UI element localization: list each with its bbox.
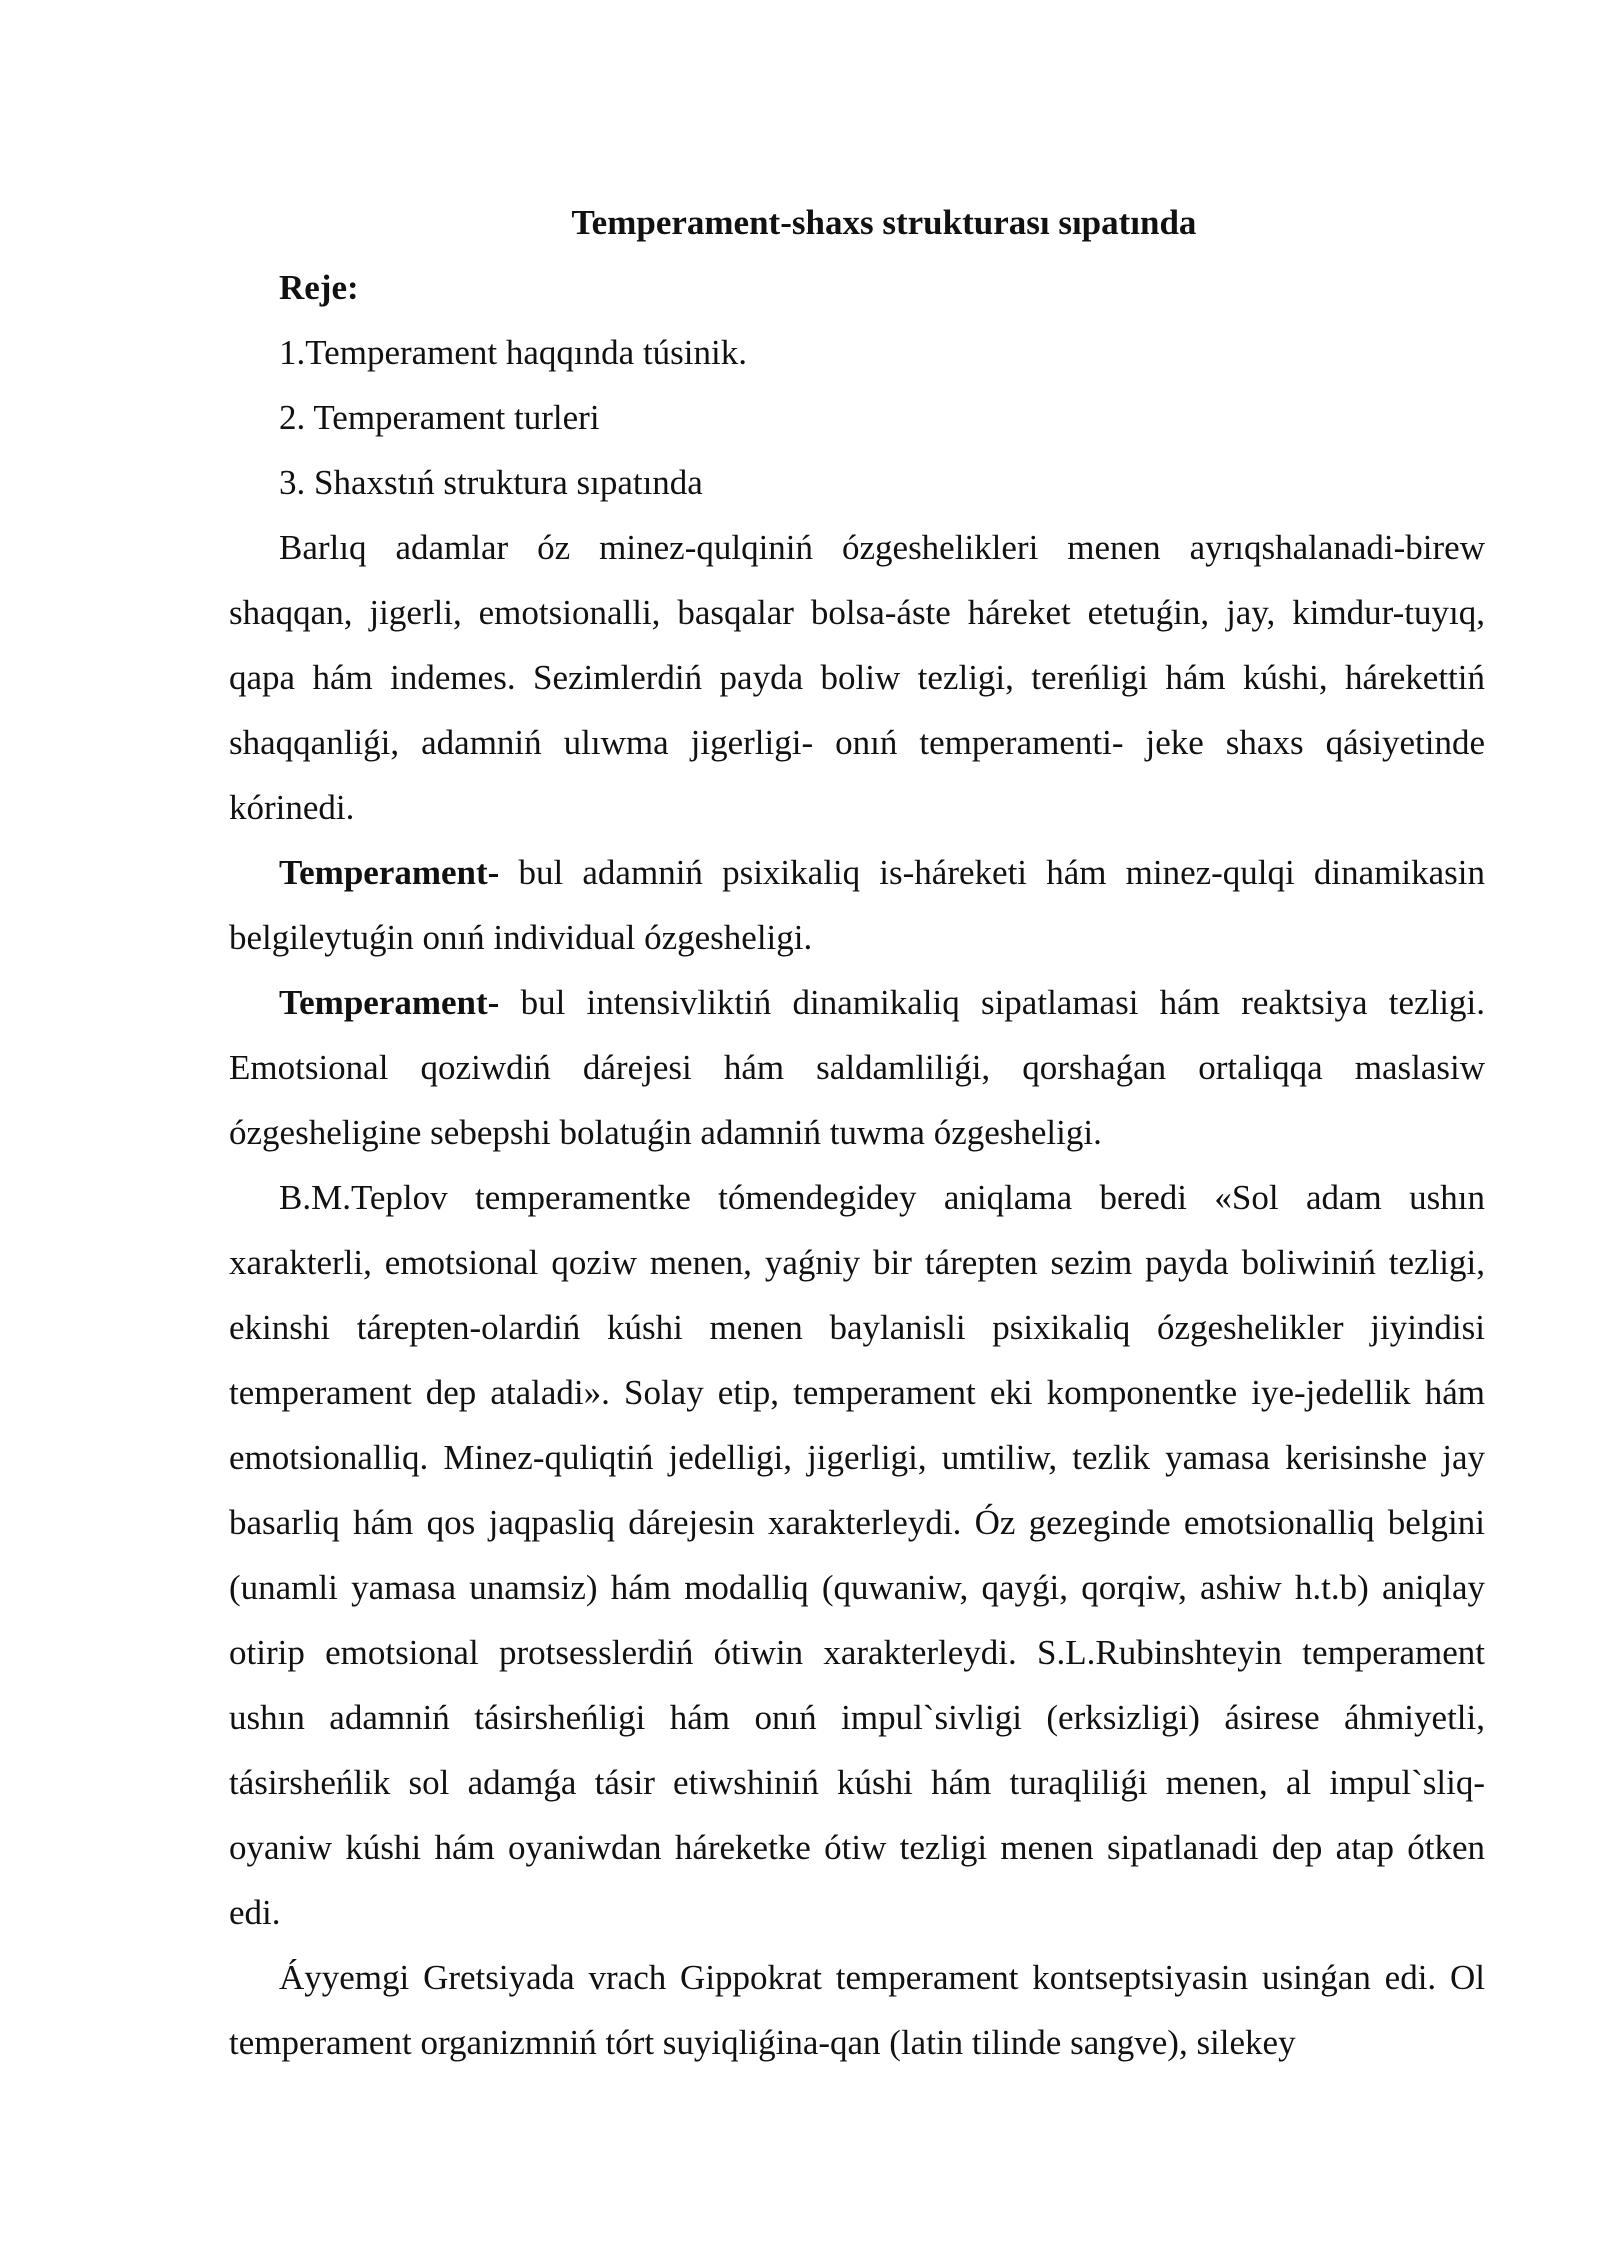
document-page [229, 190, 1485, 2075]
intro-paragraph: Barlıq adamlar óz minez-qulqiniń ózgeshelikleri menen ayrıqshalanadi-birew shaqqan, jigerli, emotsionalli, basqalar bolsa-áste háreket etetuǵin, jay, kimdur-tuyıq, qapa hám indemes. Sezimlerdiń payda boliw tezligi, tereńligi hám kúshi, hárekettiń shaqqanliǵi, adamniń ulıwma jigerligi- onıń temperamenti- jeke shaxs qásiyetinde kórinedi. [229, 528, 1485, 827]
plan-item-2: 2. Temperament turleri [279, 398, 600, 437]
plan-item-1: 1.Temperament haqqında túsinik. [279, 333, 747, 372]
hippocrates-paragraph: Áyyemgi Gretsiyada vrach Gippokrat temperament kontseptsiyasin usinǵan edi. Ol temperament organizmniń tórt suyiqliǵina-qan (latin tilinde sangve), silekey [229, 1958, 1485, 2062]
definition-term-1: Temperament- [279, 853, 500, 892]
definition-text-2: bul intensivliktiń dinamikaliq sipatlamasi hám reaktsiya tezligi. Emotsional qoziwdiń dárejesi hám saldamliliǵi, qorshaǵan ortaliqqa maslasiw ózgesheligine sebepshi bolatuǵin adamniń tuwma ózgesheligi. [229, 983, 1485, 1152]
definition-text-1: bul adamniń psixikaliq is-háreketi hám minez-qulqi dinamikasin belgileytuǵin onıń individual ózgesheligi. [229, 853, 1485, 957]
definition-paragraph-2 [229, 970, 1485, 1165]
definition-term-2: Temperament- [279, 983, 500, 1022]
document-title: Temperament-shaxs strukturası sıpatında [571, 203, 1197, 242]
teplov-paragraph: B.M.Teplov temperamentke tómendegidey aniqlama beredi «Sol adam ushın xarakterli, emotsional qoziw menen, yaǵniy bir tárepten sezim payda boliwiniń tezligi, ekinshi tárepten-olardiń kúshi menen baylanisli psixikaliq ózgeshelikler jiyindisi temperament dep ataladi». Solay etip, temperament eki komponentke iye-jedellik hám emotsionalliq. Minez-quliqtiń jedelligi, jigerligi, umtiliw, tezlik yamasa kerisinshe jay basarliq hám qos jaqpasliq dárejesin xarakterleydi. Óz gezeginde emotsionalliq belgini (unamli yamasa unamsiz) hám modalliq (quwaniw, qayǵi, qorqiw, ashiw h.t.b) aniqlay otirip emotsional protsesslerdiń ótiwin xarakterleydi. S.L.Rubinshteyin temperament ushın adamniń tásirsheńligi hám onıń impul`sivligi (erksizligi) ásirese áhmiyetli, tásirsheńlik sol adamǵa tásir etiwshiniń kúshi hám turaqliliǵi menen, al impul`sliq-oyaniw kúshi hám oyaniwdan háreketke ótiw tezligi menen sipatlanadi dep atap ótken edi. [229, 1178, 1485, 1932]
definition-paragraph-1 [229, 840, 1485, 970]
plan-heading: Reje: [279, 268, 359, 307]
plan-item-3: 3. Shaxstıń struktura sıpatında [279, 463, 703, 502]
